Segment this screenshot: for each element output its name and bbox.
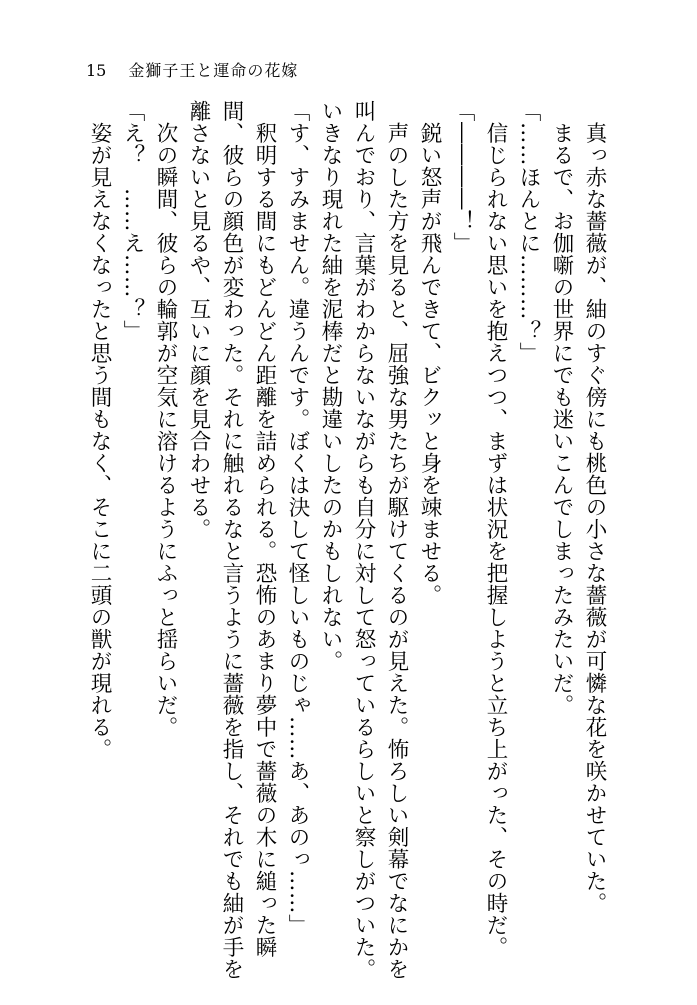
paragraph: 鋭い怒声が飛んできて、ビクッと身を竦ませる。 <box>417 121 442 606</box>
vertical-body-text <box>71 100 611 980</box>
paragraph: 釈明する間にもどんどん距離を詰められる。恐怖のあまり夢中で薔薇の木に縋った瞬間、彼らの顔色が変わった。それに触れるなと言うように薔薇を指し、それでも紬が手を離さないと見るや、互いに顔を見合わせる。 <box>186 100 277 980</box>
paragraph: 次の瞬間、彼らの輪郭が空気に溶けるようにふっと揺らいだ。 <box>153 121 178 738</box>
dialogue-line: 「え？ ……え……？」 <box>120 100 145 342</box>
paragraph: 真っ赤な薔薇が、紬のすぐ傍にも桃色の小さな薔薇が可憐な花を咲かせていた。 <box>582 121 607 914</box>
page-header <box>86 58 298 81</box>
dialogue-line: 「……ほんとに………？」 <box>516 100 541 364</box>
paragraph: 姿が見えなくなったと思う間もなく、そこに二頭の獣が現れる。 <box>87 121 112 760</box>
page-number: 15 <box>86 61 107 80</box>
paragraph: 声のした方を見ると、屈強な男たちが駆けてくるのが見えた。怖ろしい剣幕でなにかを叫んでおり、言葉がわからないながらも自分に対して怒っているらしいと察しがついた。いきなり現れた紬を泥棒だと勘違いしたのかもしれない。 <box>318 100 409 980</box>
book-title: 金獅子王と運命の花嫁 <box>128 61 299 80</box>
dialogue-line: 「す、すみません。違うんです。ぼくは決して怪しいものじゃ……あ、あのっ……」 <box>285 100 310 936</box>
dialogue-line: 「――――！」 <box>450 100 475 254</box>
paragraph: 信じられない思いを抱えつつ、まずは状況を把握しようと立ち上がった、その時だ。 <box>483 121 508 958</box>
paragraph: まるで、お伽噺の世界にでも迷いこんでしまったみたいだ。 <box>549 121 574 716</box>
